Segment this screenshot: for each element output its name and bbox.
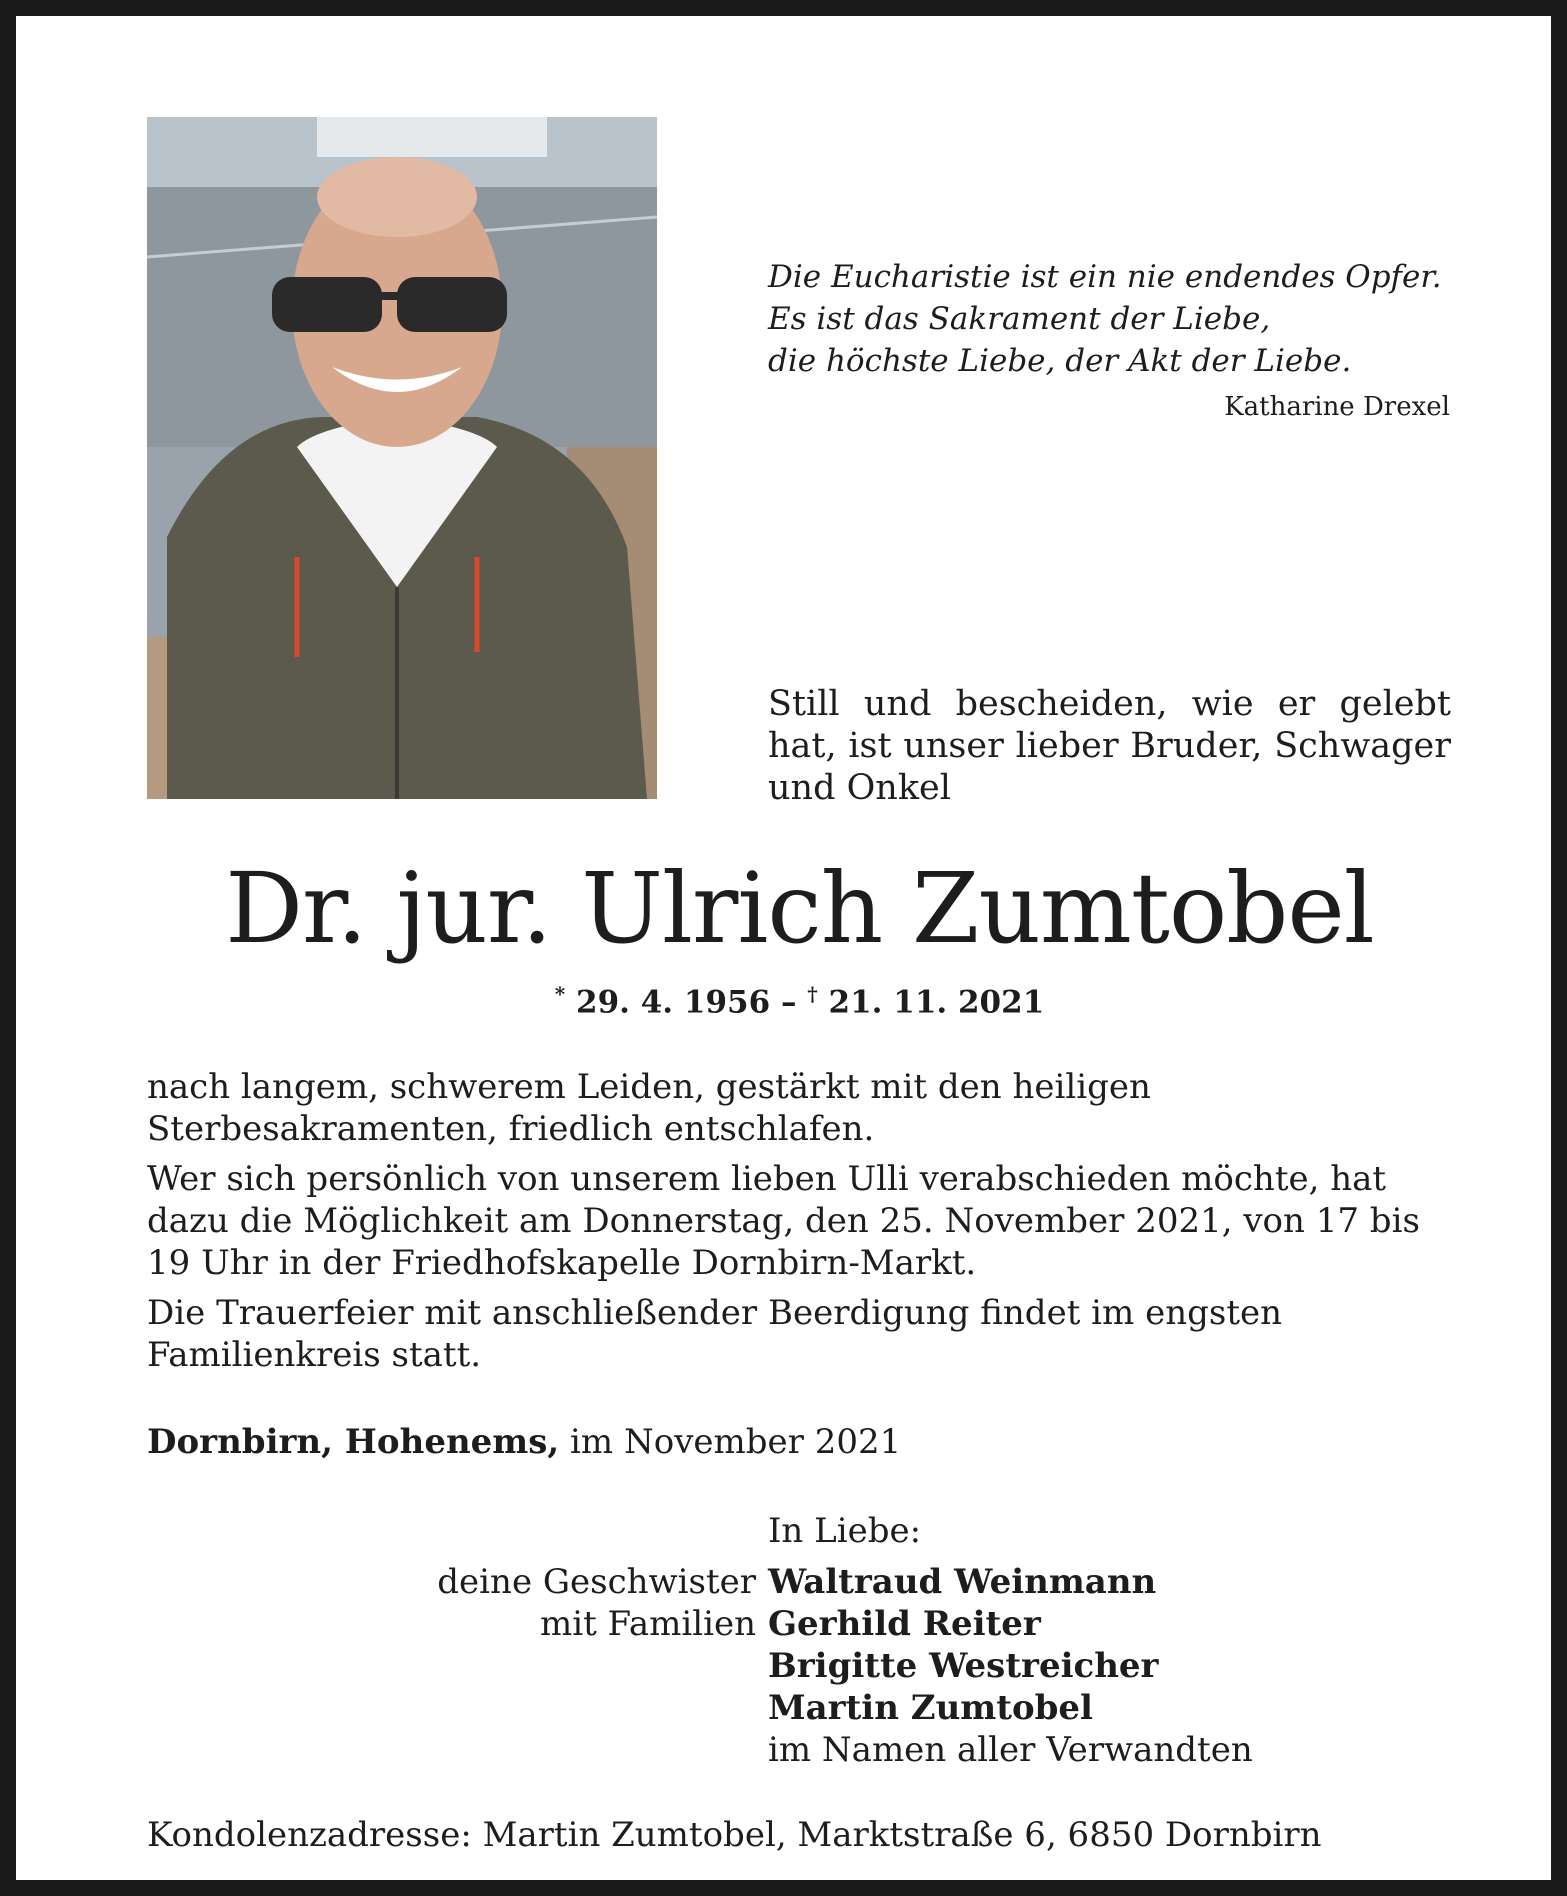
mourner-names [768, 1561, 1253, 1771]
place-month: im November 2021 [559, 1422, 902, 1462]
body-text [147, 1066, 1452, 1384]
life-dates [16, 982, 1567, 1020]
death-symbol: † [807, 982, 818, 1006]
date-separator: – [770, 984, 808, 1021]
death-date: 21. 11. 2021 [828, 984, 1045, 1021]
mourners-closing: im Namen aller Verwandten [768, 1730, 1253, 1770]
mourner-name: Brigitte Westreicher [768, 1646, 1159, 1686]
body-paragraph: Die Trauerfeier mit anschließender Beerdigung findet im engsten Familienkreis statt. [147, 1293, 1282, 1375]
intro-text: Still und bescheiden, wie er gelebt hat, ist unser lieber Bruder, Schwager und Onkel [768, 684, 1451, 808]
birth-symbol: * [554, 982, 566, 1006]
deceased-name: Dr. jur. Ulrich Zumtobel [225, 852, 1374, 965]
condolence-address: Kondolenzadresse: Martin Zumtobel, Marktstraße 6, 6850 Dornbirn [147, 1815, 1322, 1855]
relation-line: mit Familien [539, 1604, 756, 1644]
relation-label [316, 1561, 756, 1645]
mourners-heading: In Liebe: [768, 1511, 922, 1551]
body-paragraph: nach langem, schwerem Leiden, gestärkt mit den heiligen Sterbesakramenten, friedlich entschlafen. [147, 1067, 1151, 1149]
portrait-photo-icon [147, 117, 657, 799]
birth-date: 29. 4. 1956 [576, 984, 771, 1021]
quote [768, 256, 1458, 382]
quote-line: Die Eucharistie ist ein nie endendes Opfer. [768, 259, 1442, 295]
quote-line: die höchste Liebe, der Akt der Liebe. [768, 343, 1352, 379]
quote-author: Katharine Drexel [1224, 392, 1450, 422]
mourner-name: Waltraud Weinmann [768, 1562, 1157, 1602]
mourner-name: Gerhild Reiter [768, 1604, 1041, 1644]
place-date [147, 1421, 901, 1463]
mourner-name: Martin Zumtobel [768, 1688, 1093, 1728]
place-names: Dornbirn, Hohenems, [147, 1422, 560, 1462]
quote-line: Es ist das Sakrament der Liebe, [768, 301, 1271, 337]
relation-line: deine Geschwister [437, 1562, 756, 1602]
body-paragraph: Wer sich persönlich von unserem lieben Ulli verabschieden möchte, hat dazu die Möglichkeit am Donnerstag, den 25. November 2021, von 17 bis 19 Uhr in der Friedhofskapelle Dornbirn-Markt. [147, 1159, 1420, 1283]
portrait-photo [147, 117, 657, 799]
